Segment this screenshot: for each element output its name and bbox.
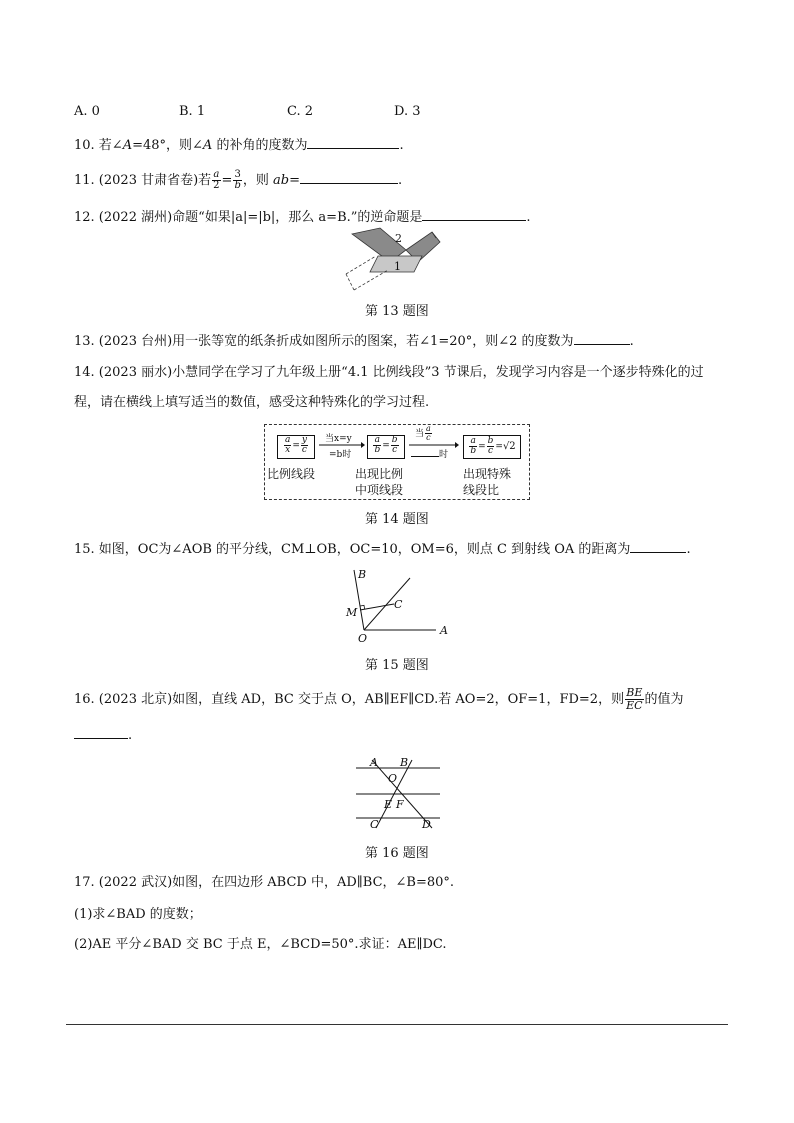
flow-box-2: $\frac{a}{b}$ = $\frac{b}{c}$ bbox=[367, 435, 405, 459]
option-a: A. 0 bbox=[74, 104, 100, 119]
flow-box-3: $\frac{a}{b}$ = $\frac{b}{c}$ =√2 bbox=[463, 435, 521, 459]
question-17-part-2: (2)AE 平分∠BAD 交 BC 于点 E，∠BCD=50°.求证：AE∥DC. bbox=[74, 937, 447, 952]
figure-15-angle-bisector bbox=[340, 566, 460, 646]
answer-blank bbox=[630, 540, 686, 553]
angle-1-label: 1 bbox=[394, 260, 401, 273]
figure-14-flow bbox=[264, 424, 530, 500]
question-15: 15. 如图，OC为∠AOB 的平分线，CM⊥OB，OC=10，OM=6，则点 C 到射线 OA 的距离为 . bbox=[74, 542, 691, 557]
question-14-line-1: 14. (2023 丽水)小慧同学在学习了九年级上册“4.1 比例线段”3 节课后，发现学习内容是一个逐步特殊化的过 bbox=[74, 365, 704, 380]
answer-blank bbox=[74, 726, 128, 739]
figure-16-caption: 第 16 题图 bbox=[365, 846, 429, 861]
option-d: D. 3 bbox=[394, 104, 421, 119]
question-17-part-1: (1)求∠BAD 的度数； bbox=[74, 907, 202, 922]
question-13: 13. (2023 台州)用一张等宽的纸条折成如图所示的图案，若∠1=20°，则∠2 的度数为 . bbox=[74, 334, 634, 349]
question-10: 10. 若∠A=48°，则∠A 的补角的度数为 . bbox=[74, 138, 404, 153]
option-c: C. 2 bbox=[287, 104, 314, 119]
flow-box-1: $\frac{a}{x}$ = $\frac{y}{c}$ bbox=[277, 435, 315, 459]
flow-label-2a: 出现比例 bbox=[355, 467, 404, 481]
point-d-label: D bbox=[422, 818, 431, 831]
question-16: 16. (2023 北京)如图，直线 AD，BC 交于点 O，AB∥EF∥CD.若 AO=2，OF=1，FD=2，则 $\frac{BE}{EC}$ 的值为 bbox=[74, 686, 684, 712]
footer-divider bbox=[66, 1024, 728, 1025]
question-16-line-2: . bbox=[74, 726, 132, 745]
flow-label-2b: 中项线段 bbox=[355, 483, 404, 497]
figure-15-caption: 第 15 题图 bbox=[365, 658, 429, 673]
question-11: 11. (2023 甘肃省卷)若 $\frac{a}{2}$ = $\frac{3}{b}$ ，则 ab= . bbox=[74, 169, 403, 191]
point-m-label: M bbox=[346, 606, 358, 619]
question-12: 12. (2022 湖州)命题“如果|a|=|b|，那么 a=B.”的逆命题是 . bbox=[74, 210, 531, 225]
flow-label-1: 比例线段 bbox=[267, 467, 316, 481]
point-b-label: B bbox=[400, 756, 409, 769]
point-o-label: O bbox=[388, 772, 398, 785]
point-e-label: E bbox=[384, 798, 393, 811]
point-c-label: C bbox=[370, 818, 379, 831]
answer-blank bbox=[300, 171, 398, 184]
point-a-label: A bbox=[370, 756, 378, 769]
figure-14-caption: 第 14 题图 bbox=[365, 512, 429, 527]
point-a-label: A bbox=[440, 624, 448, 637]
answer-blank bbox=[422, 208, 526, 221]
arrow-1-condition-bottom: =b时 bbox=[329, 450, 352, 460]
figure-13-caption: 第 13 题图 bbox=[365, 304, 429, 319]
option-b: B. 1 bbox=[179, 104, 206, 119]
flow-label-3a: 出现特殊 bbox=[463, 467, 512, 481]
figure-13-folded-strip bbox=[340, 228, 450, 296]
point-c-label: C bbox=[394, 598, 403, 611]
answer-blank bbox=[574, 332, 630, 345]
arrow-1-condition-top: 当x=y bbox=[325, 434, 352, 444]
arrow-2-condition-top: 当 $\frac{a}{c}$ bbox=[415, 424, 431, 442]
flow-answer-blank bbox=[411, 448, 439, 457]
flow-label-3b: 线段比 bbox=[463, 483, 500, 497]
arrow-2-condition-bottom: 时 bbox=[439, 450, 449, 460]
point-b-label: B bbox=[358, 568, 367, 581]
figure-16-parallel-lines bbox=[350, 756, 446, 832]
question-17-stem: 17. (2022 武汉)如图，在四边形 ABCD 中，AD∥BC，∠B=80°. bbox=[74, 875, 455, 890]
answer-blank bbox=[307, 136, 399, 149]
point-f-label: F bbox=[396, 798, 404, 811]
point-o-label: O bbox=[358, 632, 368, 645]
question-14-line-2: 程，请在横线上填写适当的数值，感受这种特殊化的学习过程. bbox=[74, 395, 430, 410]
angle-2-label: 2 bbox=[395, 232, 402, 245]
